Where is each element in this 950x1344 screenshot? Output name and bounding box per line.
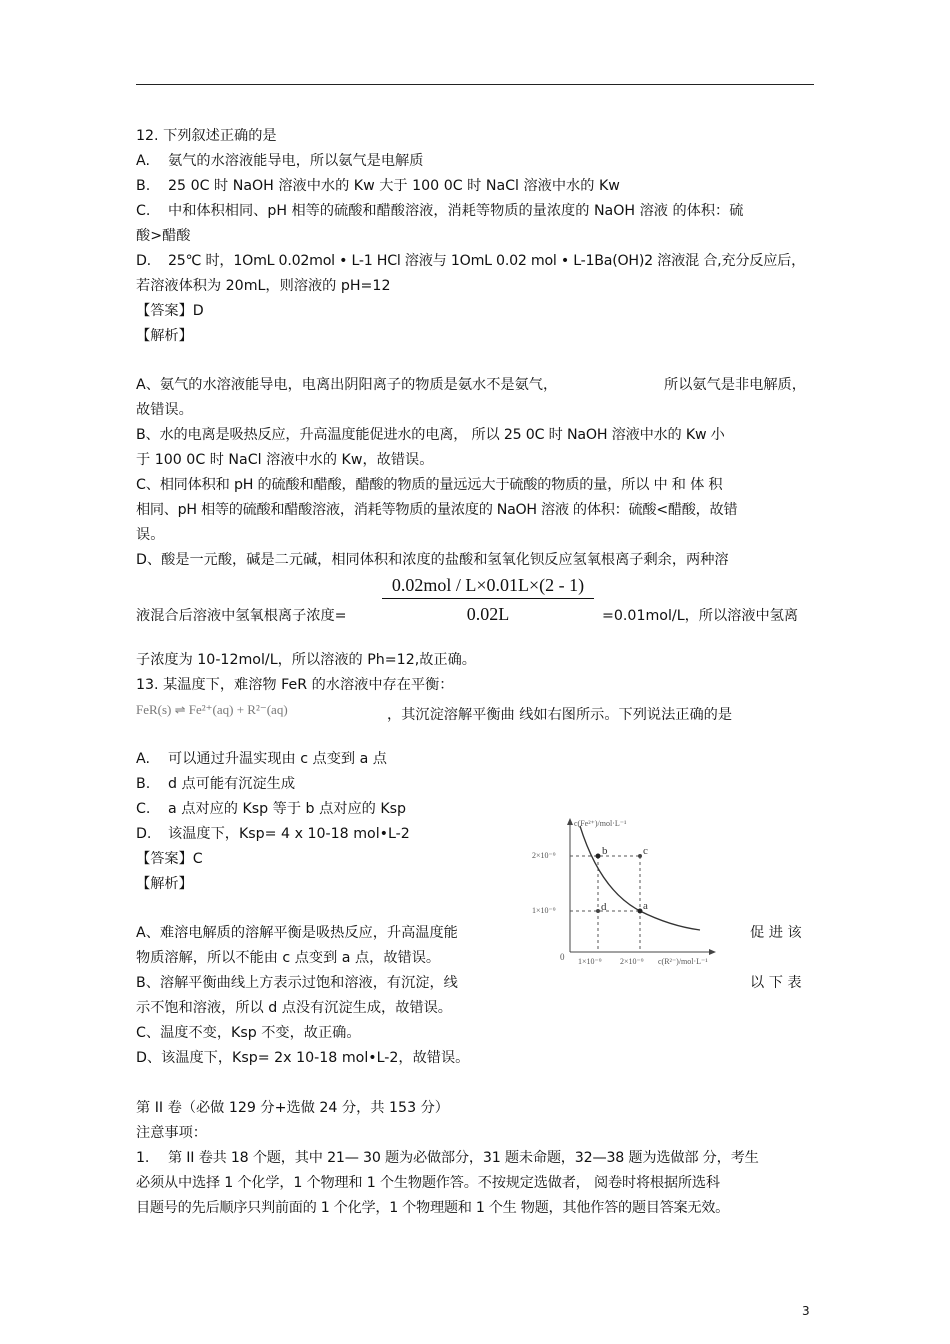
q12-option-c xyxy=(136,202,816,220)
fraction-denominator: 0.02L xyxy=(466,604,510,624)
solubility-curve-chart xyxy=(532,812,720,974)
q12-option-a-label: A. xyxy=(136,153,150,169)
q12-exp-a-line1 xyxy=(136,376,816,394)
part2-item1-text: 第 II 卷共 18 个题，其中 21— 30 题为必做部分，31 题未命题，32—38 题为选做部 分，考生 xyxy=(168,1150,759,1166)
point-a xyxy=(638,909,643,914)
part2-item-label: 1. xyxy=(136,1150,150,1166)
point-a-label: a xyxy=(643,900,648,912)
q13-exp-b-text-b: 以 下 表 xyxy=(750,975,802,991)
q13-analysis-heading: 【解析】 xyxy=(136,876,193,892)
q12-exp-d-text-a: 液混合后溶液中氢氧根离子浓度= xyxy=(136,608,347,624)
y-axis-label: c(Fe²⁺)/mol·L⁻¹ xyxy=(574,819,627,828)
fraction-bar xyxy=(382,598,594,599)
part2-item1-line3: 目题号的先后顺序只判前面的 1 个化学，1 个物理题和 1 个生 物题，其他作答的题目答案无效。 xyxy=(136,1200,730,1216)
q12-stem: 12. 下列叙述正确的是 xyxy=(136,128,277,144)
part2-item1-line1 xyxy=(136,1149,816,1167)
q13-option-c-label: C. xyxy=(136,801,151,817)
q12-option-c-label: C. xyxy=(136,203,151,219)
q12-exp-a-line2: 故错误。 xyxy=(136,402,193,418)
q12-option-d-label: D. xyxy=(136,253,151,269)
q12-option-d-text: 25℃ 时，1OmL 0.02mol • L-1 HCl 溶液与 1OmL 0.02 mol • L-1Ba(OH)2 溶液混 合,充分反应后， xyxy=(168,253,806,269)
q12-exp-d-line2 xyxy=(136,607,816,625)
y-tick-mid: 1×10⁻⁹ xyxy=(532,906,556,915)
q12-option-c-cont: 酸>醋酸 xyxy=(136,228,191,244)
q12-option-d-cont: 若溶液体积为 20mL，则溶液的 pH=12 xyxy=(136,278,391,294)
equilibrium-equation: FeR(s) ⇌ Fe²⁺(aq) + R²⁻(aq) xyxy=(136,702,288,717)
solubility-curve xyxy=(580,826,700,930)
q13-option-a xyxy=(136,750,816,768)
q13-option-b xyxy=(136,775,816,793)
point-b-label: b xyxy=(602,845,608,857)
x-tick-2: 2×10⁻⁹ xyxy=(620,957,644,966)
q12-exp-b-line2: 于 100 0C 时 NaCl 溶液中水的 Kw，故错误。 xyxy=(136,452,434,468)
fraction-numerator: 0.02mol / L×0.01L×(2 - 1) xyxy=(391,575,585,595)
q13-option-d-label: D. xyxy=(136,826,152,842)
q12-option-b xyxy=(136,177,816,195)
q13-exp-b-text: B、溶解平衡曲线上方表示过饱和溶液，有沉淀，线 xyxy=(136,975,458,991)
q12-exp-d-line1: D、酸是一元酸，碱是二元碱，相同体积和浓度的盐酸和氢氧化钡反应氢氧根离子剩余，两种溶 xyxy=(136,552,729,568)
q13-stem: 13. 某温度下，难溶物 FeR 的水溶液中存在平衡： xyxy=(136,677,454,693)
part2-item1-line2: 必须从中选择 1 个化学，1 个物理和 1 个生物题作答。不按规定选做者， 阅卷时将根据所选科 xyxy=(136,1175,720,1191)
q13-option-d-text: 该温度下，Ksp= 4 x 10-18 mol•L-2 xyxy=(168,826,410,842)
point-d xyxy=(596,909,600,913)
q13-answer: 【答案】C xyxy=(136,851,203,867)
y-axis-arrow xyxy=(567,818,573,825)
point-c xyxy=(638,854,642,858)
page-number: 3 xyxy=(802,1304,810,1318)
q12-exp-a-text-b: 所以氨气是非电解质， xyxy=(664,377,806,393)
q12-option-c-text: 中和体积相同、pH 相等的硫酸和醋酸溶液，消耗等物质的量浓度的 NaOH 溶液 的体积：硫 xyxy=(168,203,744,219)
q12-analysis-heading: 【解析】 xyxy=(136,328,193,344)
q13-exp-b-line2: 示不饱和溶液，所以 d 点没有沉淀生成，故错误。 xyxy=(136,1000,452,1016)
q12-option-a xyxy=(136,152,816,170)
part2-title: 第 II 卷（必做 129 分+选做 24 分，共 153 分） xyxy=(136,1100,449,1116)
q13-stem-cont: ，其沉淀溶解平衡曲 线如右图所示。下列说法正确的是 xyxy=(387,707,733,723)
q12-exp-a-text: A、氨气的水溶液能导电，电离出阴阳离子的物质是氨水不是氨气， xyxy=(136,377,558,393)
q12-option-d xyxy=(136,252,816,270)
point-d-label: d xyxy=(601,901,607,913)
header-rule xyxy=(136,84,814,85)
q13-exp-a-text: A、难溶电解质的溶解平衡是吸热反应，升高温度能 xyxy=(136,925,458,941)
part2-notice: 注意事项： xyxy=(136,1125,207,1141)
q12-exp-c-line2: 相同、pH 相等的硫酸和醋酸溶液，消耗等物质的量浓度的 NaOH 溶液 的体积：硫酸<醋酸，故错 xyxy=(136,502,738,518)
point-c-label: c xyxy=(643,845,648,857)
q13-exp-b-line1 xyxy=(136,974,816,992)
q13-option-c-text: a 点对应的 Ksp 等于 b 点对应的 Ksp xyxy=(168,801,407,817)
q12-exp-c-line3: 误。 xyxy=(136,527,165,543)
q13-option-b-label: B. xyxy=(136,776,151,792)
q13-exp-c-line1: C、温度不变，Ksp 不变，故正确。 xyxy=(136,1025,361,1041)
q13-equilibrium-line xyxy=(136,702,786,724)
q12-exp-d-text-b: =0.01mol/L，所以溶液中氢离 xyxy=(602,608,799,624)
q12-answer: 【答案】D xyxy=(136,303,204,319)
q12-exp-c-line1: C、相同体积和 pH 的硫酸和醋酸，醋酸的物质的量远远大于硫酸的物质的量，所以 中 和 体 积 xyxy=(136,477,723,493)
q13-exp-a-line2: 物质溶解，所以不能由 c 点变到 a 点，故错误。 xyxy=(136,950,441,966)
q12-exp-b-line1: B、水的电离是吸热反应，升高温度能促进水的电离， 所以 25 0C 时 NaOH 溶液中水的 Kw 小 xyxy=(136,427,725,443)
y-tick-top: 2×10⁻⁹ xyxy=(532,851,556,860)
q12-option-b-label: B. xyxy=(136,178,151,194)
q13-exp-a-text-b: 促 进 该 xyxy=(750,925,802,941)
q12-option-a-text: 氨气的水溶液能导电，所以氨气是电解质 xyxy=(168,153,424,169)
origin-label: 0 xyxy=(560,952,565,962)
point-b xyxy=(596,854,601,859)
q13-exp-d-line1: D、该温度下，Ksp= 2x 10-18 mol•L-2，故错误。 xyxy=(136,1050,470,1066)
q13-option-b-text: d 点可能有沉淀生成 xyxy=(168,776,296,792)
q13-option-a-label: A. xyxy=(136,751,150,767)
x-tick-1: 1×10⁻⁹ xyxy=(578,957,602,966)
q12-option-b-text: 25 0C 时 NaOH 溶液中水的 Kw 大于 100 0C 时 NaCl 溶液中水的 Kw xyxy=(168,178,620,194)
q12-exp-d-line3: 子浓度为 10-12mol/L，所以溶液的 Ph=12,故正确。 xyxy=(136,652,476,668)
q13-option-a-text: 可以通过升温实现由 c 点变到 a 点 xyxy=(168,751,387,767)
x-axis-label: c(R²⁻)/mol·L⁻¹ xyxy=(658,957,708,966)
x-axis-arrow xyxy=(709,949,716,955)
